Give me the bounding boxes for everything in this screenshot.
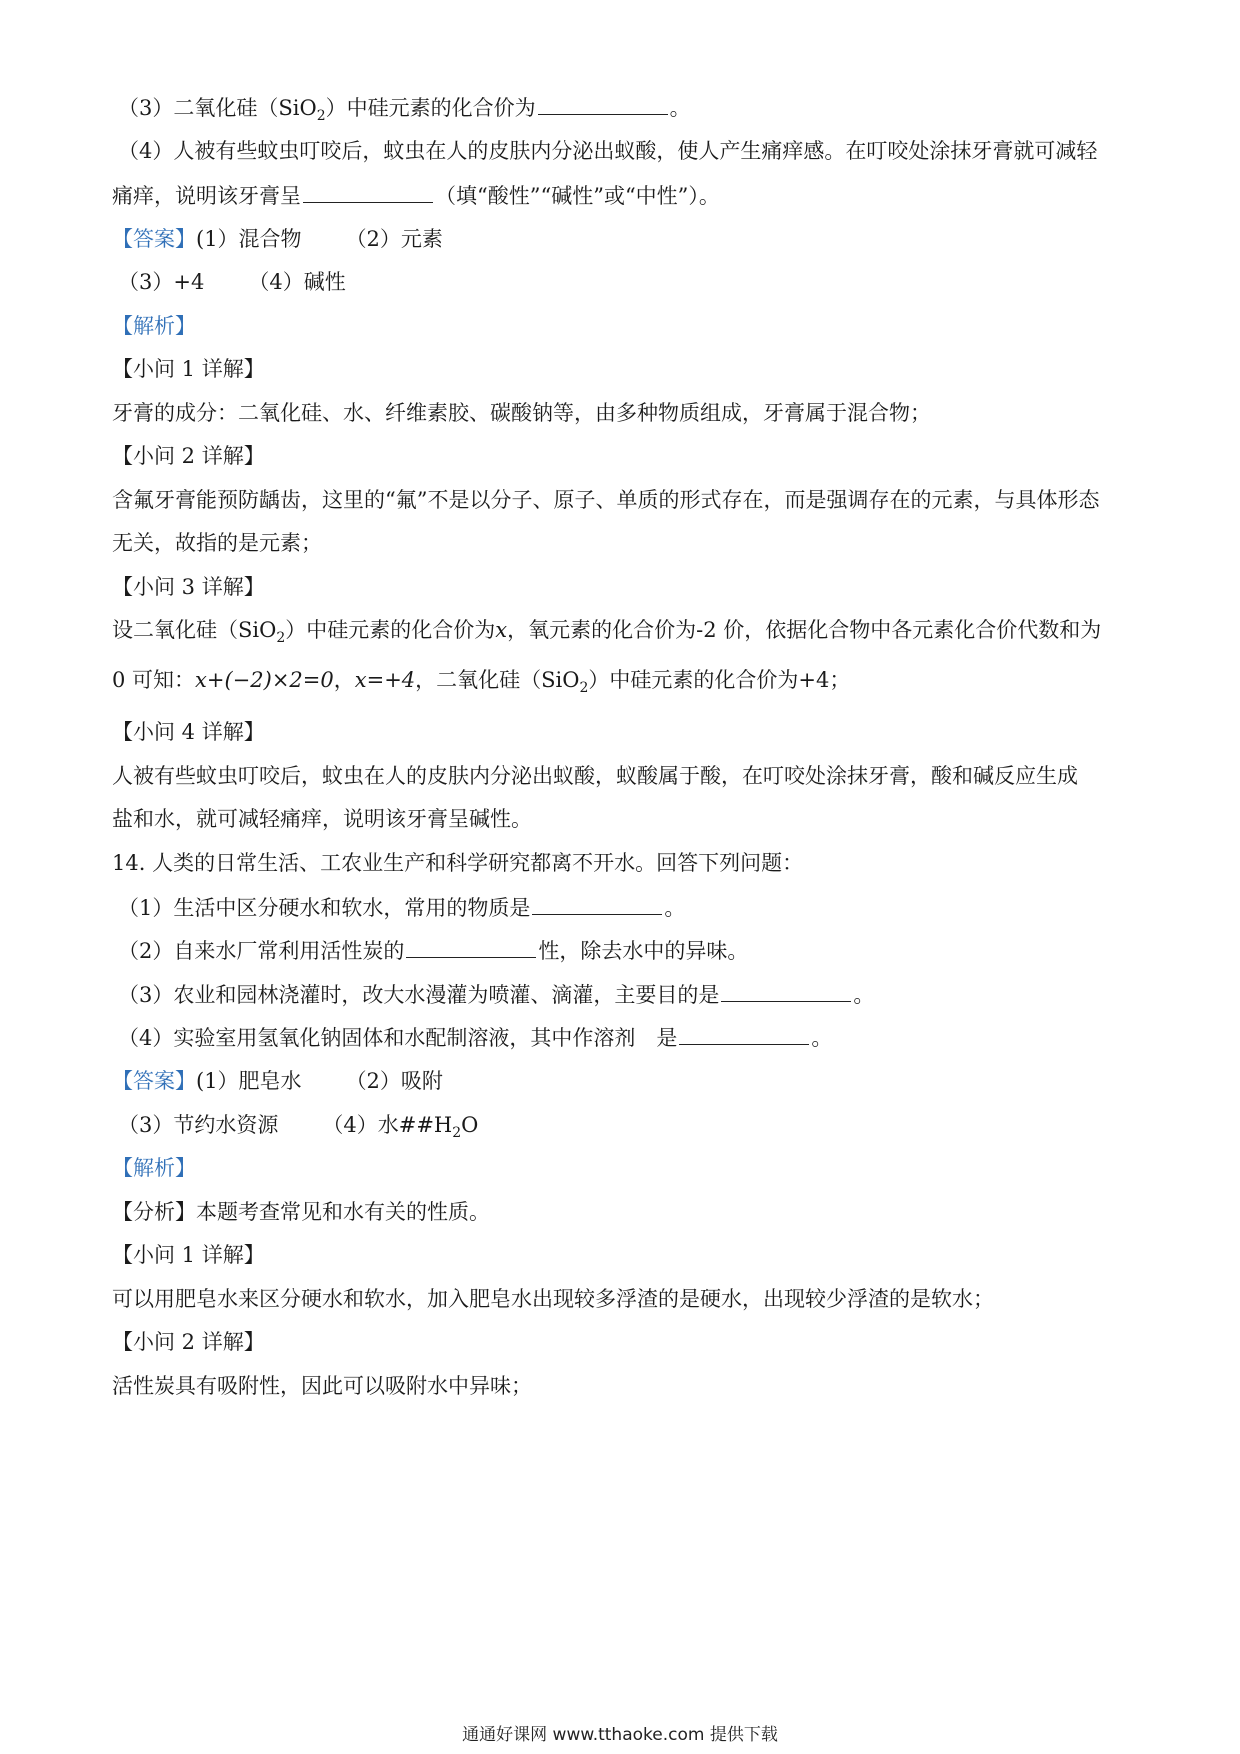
q14-part4: （4）实验室用氢氧化钠固体和水配制溶液，其中作溶剂 是 。: [118, 1022, 1148, 1053]
q13-detail4-line2: 盐和水，就可减轻痛痒，说明该牙膏呈碱性。: [112, 807, 532, 831]
q14-part1: （1）生活中区分硬水和软水，常用的物质是 。: [118, 892, 1148, 923]
q13-analysis-tag: 【解析】: [112, 314, 196, 338]
equation: x+(−2)×2=0: [195, 668, 334, 692]
q14-answer-line1: 【答案】(1）肥皂水 （2）吸附: [112, 1069, 443, 1093]
answer-blank: [679, 1022, 809, 1045]
q14-detail1-title: 【小问 1 详解】: [112, 1243, 265, 1267]
answer-tag: 【答案】: [112, 227, 196, 251]
q13-answer-line1: 【答案】(1）混合物 （2）元素: [112, 227, 443, 251]
answer-tag: 【答案】: [112, 1069, 196, 1093]
equation: x=+4: [354, 668, 416, 692]
q13-detail4-line1: 人被有些蚊虫叮咬后，蚊虫在人的皮肤内分泌出蚁酸，蚁酸属于酸，在叮咬处涂抹牙膏，酸和碱反应生成: [112, 764, 1078, 788]
q14-fenxi: 【分析】本题考查常见和水有关的性质。: [112, 1200, 490, 1224]
q13-detail2-line2: 无关，故指的是元素；: [112, 531, 322, 555]
q13-detail4-title: 【小问 4 详解】: [112, 720, 265, 744]
q14-answer-line2: （3）节约水资源 （4）水$\#\#H_2O$: [118, 1113, 479, 1142]
q14-detail1-text: 可以用肥皂水来区分硬水和软水，加入肥皂水出现较多浮渣的是硬水，出现较少浮渣的是软水；: [112, 1287, 994, 1311]
q13-part3: （3）二氧化硅（SiO$_2$）中硅元素的化合价为 。: [118, 92, 1148, 131]
q13-part4-line1: （4）人被有些蚊虫叮咬后，蚊虫在人的皮肤内分泌出蚁酸，使人产生痛痒感。在叮咬处涂抹牙膏就可减轻: [118, 139, 1098, 163]
answer-blank: [721, 979, 851, 1002]
q13-detail3-title: 【小问 3 详解】: [112, 575, 265, 599]
q14-detail2-title: 【小问 2 详解】: [112, 1330, 265, 1354]
q14-part3: （3）农业和园林浇灌时，改大水漫灌为喷灌、滴灌，主要目的是 。: [118, 979, 1148, 1010]
page-footer: 通通好课网 www.tthaoke.com 提供下载: [462, 1725, 778, 1745]
q13-answer-line2: （3）+4 （4）碱性: [118, 270, 346, 294]
answer-blank: [406, 935, 536, 958]
q13-detail3-line2: 0 可知：x+(−2)×2=0，x=+4，二氧化硅（SiO$_2$）中硅元素的化合价为+4；: [112, 668, 851, 697]
q14-stem: 14. 人类的日常生活、工农业生产和科学研究都离不开水。回答下列问题：: [112, 851, 804, 875]
answer-blank: [532, 892, 662, 915]
answer-blank: [538, 92, 668, 115]
q13-detail2-line1: 含氟牙膏能预防龋齿，这里的“氟”不是以分子、原子、单质的形式存在，而是强调存在的元素，与具体形态: [112, 488, 1100, 512]
q13-detail3-line1: 设二氧化硅（SiO$_2$）中硅元素的化合价为x，氧元素的化合价为-2 价，依据化合物中各元素化合价代数和为: [112, 618, 1102, 647]
answer-blank: [303, 180, 433, 203]
q14-analysis-tag: 【解析】: [112, 1156, 196, 1180]
q14-detail2-text: 活性炭具有吸附性，因此可以吸附水中异味；: [112, 1374, 532, 1398]
q13-detail2-title: 【小问 2 详解】: [112, 444, 265, 468]
q13-detail1-title: 【小问 1 详解】: [112, 357, 265, 381]
q13-part4-line2: 痛痒，说明该牙膏呈 （填“酸性”“碱性”或“中性”）。: [112, 180, 1142, 211]
q14-part2: （2）自来水厂常利用活性炭的 性，除去水中的异味。: [118, 935, 1148, 966]
q13-detail1-text: 牙膏的成分：二氧化硅、水、纤维素胶、碳酸钠等，由多种物质组成，牙膏属于混合物；: [112, 401, 931, 425]
